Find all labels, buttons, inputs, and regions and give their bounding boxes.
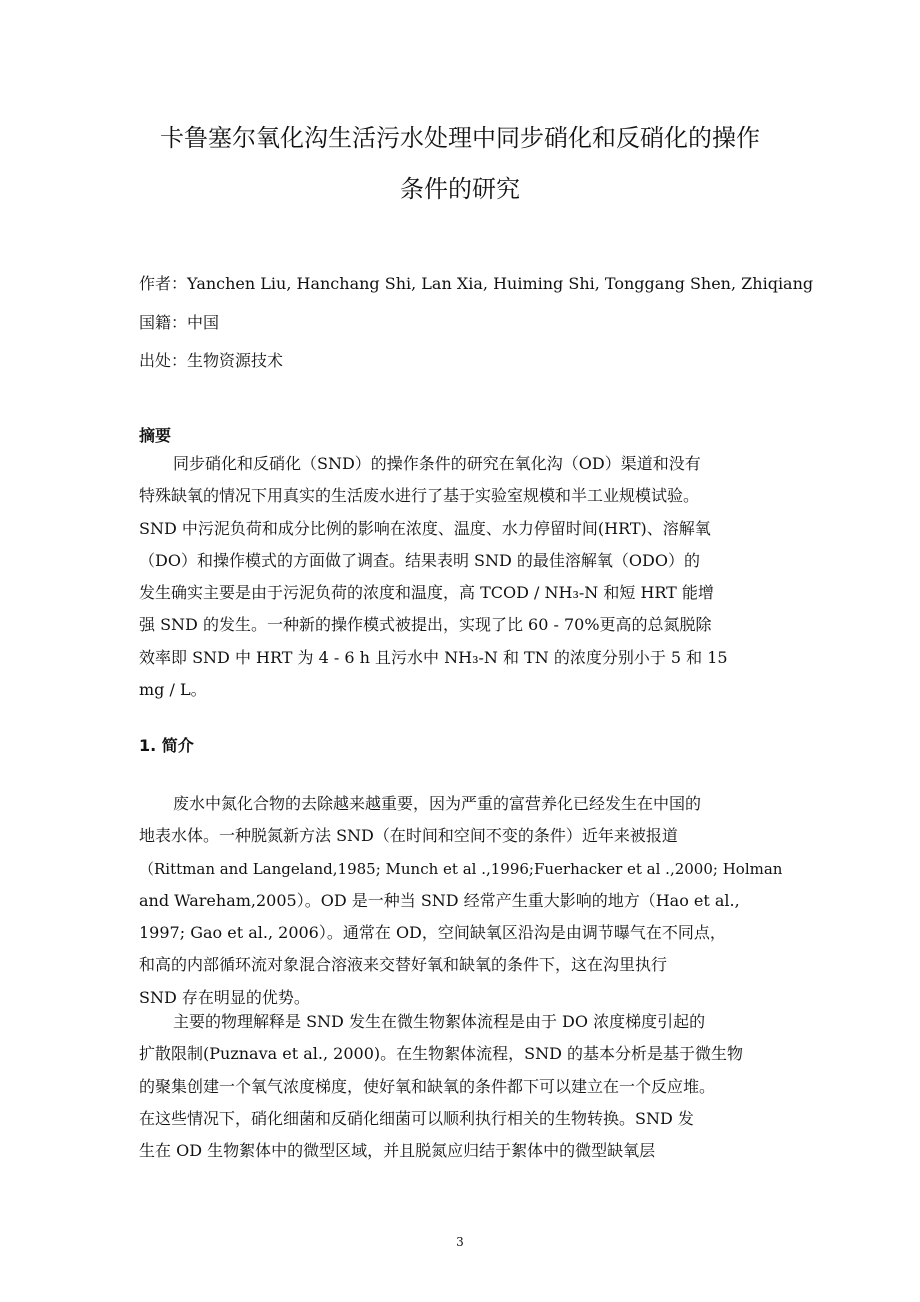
paragraph-line: 主要的物理解释是 SND 发生在微生物絮体流程是由于 DO 浓度梯度引起的 <box>173 1012 706 1031</box>
intro-paragraph-2 <box>139 1006 781 1167</box>
abstract-line: 强 SND 的发生。一种新的操作模式被提出，实现了比 60 - 70%更高的总氮脱除 <box>139 615 712 635</box>
paragraph-line: 地表水体。一种脱氮新方法 SND（在时间和空间不变的条件）近年来被报道 <box>139 826 678 846</box>
abstract-line: 发生确实主要是由于污泥负荷的浓度和温度，高 TCOD / NH₃-N 和短 HRT 能增 <box>139 583 714 603</box>
abstract-line: SND 中污泥负荷和成分比例的影响在浓度、温度、水力停留时间(HRT)、溶解氧 <box>139 518 711 538</box>
paragraph-line: （Rittman and Langeland,1985; Munch et al .,1996;Fuerhacker et al .,2000; Holman <box>139 859 783 878</box>
intro-paragraph-1 <box>139 788 781 1014</box>
page-number: 3 <box>456 1235 464 1249</box>
abstract-line: 同步硝化和反硝化（SND）的操作条件的研究在氧化沟（OD）渠道和没有 <box>173 454 701 473</box>
paragraph-line: SND 存在明显的优势。 <box>139 987 310 1007</box>
document-title-line-1: 卡鲁塞尔氧化沟生活污水处理中同步硝化和反硝化的操作 <box>160 124 760 152</box>
abstract-paragraph <box>139 448 781 706</box>
paragraph-line: 和高的内部循环流对象混合溶液来交替好氧和缺氧的条件下，这在沟里执行 <box>139 955 668 975</box>
authors-line: 作者：Yanchen Liu, Hanchang Shi, Lan Xia, Huiming Shi, Tonggang Shen, Zhiqiang <box>139 274 814 293</box>
paragraph-line: 生在 OD 生物絮体中的微型区域，并且脱氮应归结于絮体中的微型缺氧层 <box>139 1141 656 1161</box>
abstract-heading: 摘要 <box>139 426 172 445</box>
paragraph-line: 扩散限制(Puznava et al., 2000)。在生物絮体流程，SND 的基本分析是基于微生物 <box>139 1044 743 1064</box>
abstract-line: 特殊缺氧的情况下用真实的生活废水进行了基于实验室规模和半工业规模试验。 <box>139 486 700 506</box>
paragraph-line: 废水中氮化合物的去除越来越重要，因为严重的富营养化已经发生在中国的 <box>173 794 702 813</box>
abstract-line: 效率即 SND 中 HRT 为 4 - 6 h 且污水中 NH₃-N 和 TN 的浓度分别小于 5 和 15 <box>139 647 728 667</box>
document-title-line-2: 条件的研究 <box>400 175 520 203</box>
paragraph-line: 1997; Gao et al., 2006）。通常在 OD，空间缺氧区沿沟是由调节曝气在不同点， <box>139 923 726 943</box>
abstract-line: （DO）和操作模式的方面做了调查。结果表明 SND 的最佳溶解氧（ODO）的 <box>139 550 700 570</box>
paragraph-line: 的聚集创建一个氧气浓度梯度，使好氧和缺氧的条件都下可以建立在一个反应堆。 <box>139 1076 716 1096</box>
introduction-heading: 1. 简介 <box>139 736 194 755</box>
abstract-line: mg / L。 <box>139 680 207 700</box>
source-line: 出处：生物资源技术 <box>139 351 284 370</box>
nationality-line: 国籍：中国 <box>139 313 220 332</box>
paragraph-line: and Wareham,2005）。OD 是一种当 SND 经常产生重大影响的地方（Hao et al., <box>139 890 740 910</box>
paragraph-line: 在这些情况下，硝化细菌和反硝化细菌可以顺利执行相关的生物转换。SND 发 <box>139 1108 694 1128</box>
